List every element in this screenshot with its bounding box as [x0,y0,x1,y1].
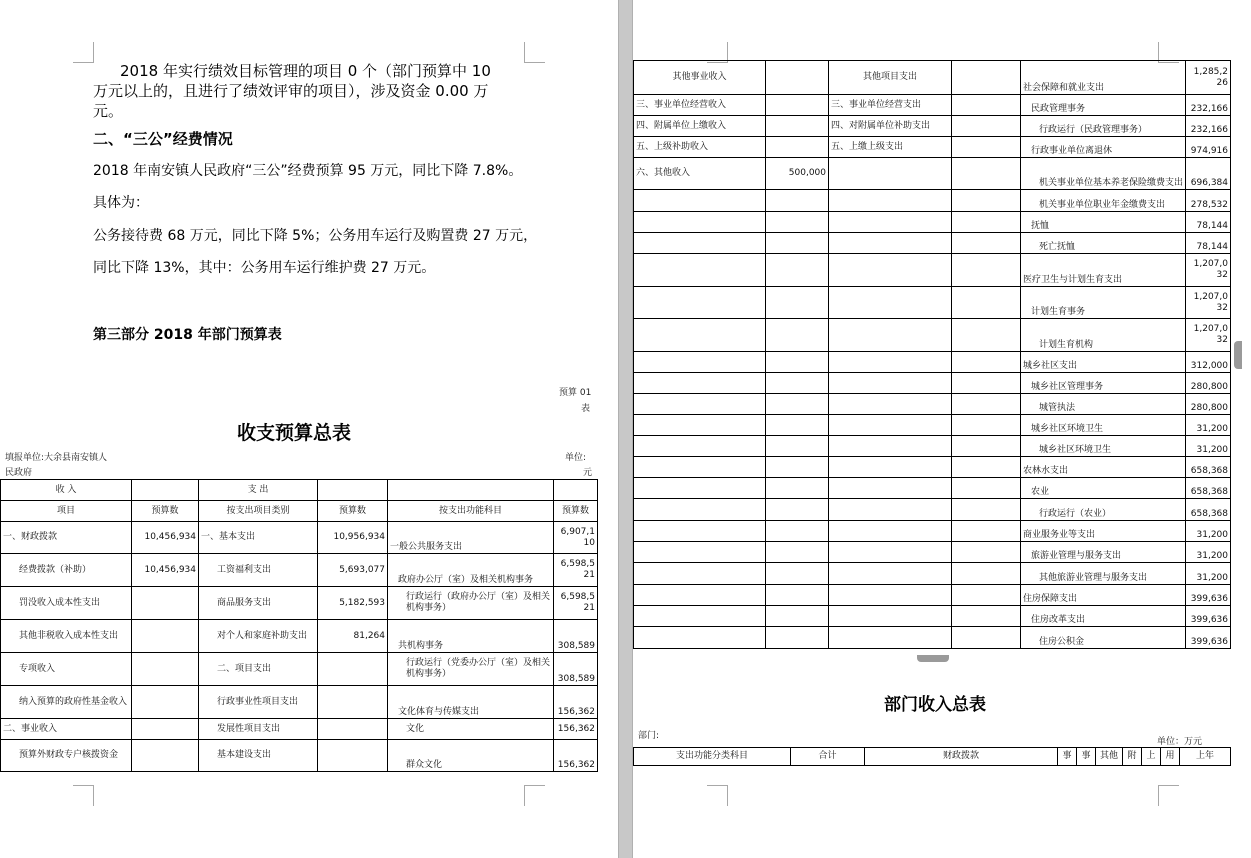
table-cell [634,319,766,352]
table-cell [766,457,829,478]
table-cell [634,457,766,478]
table-row [634,499,1231,521]
table-cell: 民政管理事务 [1021,95,1186,116]
table-cell [634,436,766,457]
table-cell [634,352,766,373]
table-cell [634,254,766,287]
table-cell [829,563,952,585]
table-cell [634,563,766,585]
table-row [634,373,1231,394]
table-cell: 500,000 [766,158,829,190]
table-cell [829,627,952,649]
table-row [634,563,1231,585]
table-row [634,95,1231,116]
table-row [634,585,1231,606]
table-cell: 其他项目支出 [829,61,952,95]
table-cell: 658,368 [1186,457,1231,478]
table-code: 表 [581,404,591,414]
table-cell: 1,207,0 32 [1186,287,1231,319]
table-cell [952,116,1021,137]
table-cell [952,137,1021,158]
page-corner-mark [73,42,94,63]
table-cell [829,521,952,542]
table-cell [829,212,952,233]
table-cell: 280,800 [1186,394,1231,415]
table-cell [634,373,766,394]
table-cell: 死亡抚恤 [1021,233,1186,254]
table-cell [766,137,829,158]
table-row: 专项收入 二、项目支出 行政运行（党委办公厅（室）及相关机构事务） 308,589 [1,653,598,686]
table-cell [829,457,952,478]
table-cell [952,457,1021,478]
table-cell: 农林水支出 [1021,457,1186,478]
table-cell [634,190,766,212]
body-paragraph: 同比下降 13%，其中：公务用车运行维护费 27 万元。 [93,260,436,276]
table-cell [634,394,766,415]
table-expand-handle[interactable] [1234,341,1242,369]
table-cell [829,190,952,212]
table-cell: 658,368 [1186,478,1231,499]
table-cell [952,394,1021,415]
income-summary-table [633,747,1231,766]
table-cell [952,319,1021,352]
table-row [634,233,1231,254]
table-row [634,212,1231,233]
table-cell [766,499,829,521]
column-header: 预算数 [554,501,598,522]
table-cell [829,158,952,190]
table-row [634,542,1231,563]
table-cell [952,478,1021,499]
table-cell: 机关事业单位基本养老保险缴费支出 [1021,158,1186,190]
table-cell: 78,144 [1186,212,1231,233]
body-paragraph: 公务接待费 68 万元，同比下降 5%；公务用车运行及购置费 27 万元， [93,228,538,244]
table-cell: 三、事业单位经营收入 [634,95,766,116]
body-paragraph: 具体为： [93,195,149,211]
table-cell: 312,000 [1186,352,1231,373]
table-cell [952,415,1021,436]
table-row: 二、事业收入 发展性项目支出 文化 156,362 [1,719,598,740]
table-code: 预算 01 [559,388,592,398]
table-row [634,352,1231,373]
table-cell [829,373,952,394]
table-cell [952,190,1021,212]
table-row [634,415,1231,436]
table-cell [634,521,766,542]
table-cell [634,499,766,521]
table-cell: 城乡社区环境卫生 [1021,436,1186,457]
table-cell: 658,368 [1186,499,1231,521]
table-row: 罚没收入成本性支出 商品服务支出 5,182,593 行政运行（政府办公厅（室）及相关机构事务） 6,598,5 21 [1,587,598,620]
table-cell [766,319,829,352]
table-cell: 278,532 [1186,190,1231,212]
table-cell: 280,800 [1186,373,1231,394]
table-cell: 计划生育事务 [1021,287,1186,319]
table-cell [952,627,1021,649]
table-cell [634,542,766,563]
table-cell [766,233,829,254]
body-paragraph: 2018 年南安镇人民政府“三公”经费预算 95 万元，同比下降 7.8%。 [93,163,523,179]
table-cell [952,287,1021,319]
table-cell [829,352,952,373]
table-cell: 社会保障和就业支出 [1021,61,1186,95]
table-cell [829,478,952,499]
table-cell [634,627,766,649]
table-cell [829,499,952,521]
table-cell: 机关事业单位职业年金缴费支出 [1021,190,1186,212]
budget-summary-table [0,479,598,772]
table-cell: 住房改革支出 [1021,606,1186,627]
table-row [634,606,1231,627]
table-cell: 农业 [1021,478,1186,499]
table-cell: 1,207,0 32 [1186,254,1231,287]
table-cell: 住房公积金 [1021,627,1186,649]
unit-label: 元 [583,468,593,478]
table-cell [952,585,1021,606]
table-row [634,254,1231,287]
table-cell [766,563,829,585]
table-row [634,190,1231,212]
table-cell [829,319,952,352]
table-cell: 399,636 [1186,606,1231,627]
table-cell: 四、附属单位上缴收入 [634,116,766,137]
table-cell: 31,200 [1186,542,1231,563]
page-corner-mark [73,785,94,806]
table-cell [634,606,766,627]
table-row [634,158,1231,190]
table-cell [829,436,952,457]
table-cell: 232,166 [1186,95,1231,116]
table-title: 收支预算总表 [237,422,352,444]
table-cell: 三、事业单位经营支出 [829,95,952,116]
table-cell [766,61,829,95]
column-header: 预算数 [318,501,388,522]
table-row [634,394,1231,415]
table-cell [766,606,829,627]
table-cell [766,116,829,137]
expense-header: 支 出 [199,480,318,501]
table-cell: 四、对附属单位补助支出 [829,116,952,137]
table-row [634,627,1231,649]
table-cell: 城乡社区支出 [1021,352,1186,373]
body-paragraph: 元。 [93,102,124,120]
table-cell: 1,285,2 26 [1186,61,1231,95]
column-header: 项目 [1,501,132,522]
table-row [634,61,1231,95]
income-table-title: 部门收入总表 [884,695,986,715]
table-cell [829,415,952,436]
table-cell: 78,144 [1186,233,1231,254]
page-gutter [618,0,633,858]
table-cell [829,233,952,254]
page-corner-mark [707,785,728,806]
column-header: 预算数 [132,501,199,522]
table-cell: 31,200 [1186,563,1231,585]
table-row [634,137,1231,158]
table-cell: 住房保障支出 [1021,585,1186,606]
table-cell: 六、其他收入 [634,158,766,190]
table-cell [766,287,829,319]
table-row [634,521,1231,542]
table-cell [952,158,1021,190]
table-cell: 974,916 [1186,137,1231,158]
table-cell: 五、上缴上级支出 [829,137,952,158]
income-header-row: 支出功能分类科目 合计 财政拨款 事 事 其他 附 上 用 上年 [634,748,1231,766]
table-cell [766,95,829,116]
body-paragraph: 2018 年实行绩效目标管理的项目 0 个（部门预算中 10 [120,62,491,80]
table-cell [634,212,766,233]
table-cell [952,352,1021,373]
table-cell: 商业服务业等支出 [1021,521,1186,542]
table-row: 一、财政拨款 10,456,934 一、基本支出 10,956,934 一般公共服务支出 6,907,1 10 [1,522,598,554]
table-cell: 31,200 [1186,436,1231,457]
dept-label: 部门: [638,731,660,741]
reporting-unit: 填报单位:大余县南安镇人 [5,453,108,463]
table-cell [634,287,766,319]
table-cell [952,212,1021,233]
table-cell [766,436,829,457]
table-cell [829,254,952,287]
page-corner-mark [524,785,545,806]
table-cell [952,542,1021,563]
table-cell [952,436,1021,457]
table-cell: 行政事业单位离退休 [1021,137,1186,158]
table-cell: 399,636 [1186,627,1231,649]
table-row [634,478,1231,499]
table-cell [952,373,1021,394]
table-cell: 城乡社区环境卫生 [1021,415,1186,436]
budget-summary-table-continued [633,60,1231,649]
table-cell [952,606,1021,627]
table-cell [634,478,766,499]
reporting-unit: 民政府 [5,468,33,478]
table-cell: 31,200 [1186,521,1231,542]
part-heading: 第三部分 2018 年部门预算表 [93,327,282,343]
table-cell [766,415,829,436]
page-corner-mark [524,42,545,63]
table-row: 其他非税收入成本性支出 对个人和家庭补助支出 81,264 共机构事务 308,589 [1,620,598,653]
table-row [634,319,1231,352]
table-cell [766,212,829,233]
table-cell: 696,384 [1186,158,1231,190]
table-cell: 城乡社区管理事务 [1021,373,1186,394]
table-cell [952,233,1021,254]
table-cell [766,352,829,373]
table-cell: 其他旅游业管理与服务支出 [1021,563,1186,585]
table-cell [634,233,766,254]
table-row [634,116,1231,137]
document-page-right [633,0,1251,858]
column-header: 按支出项目类别 [199,501,318,522]
table-resize-handle[interactable] [917,655,949,662]
table-cell: 城管执法 [1021,394,1186,415]
table-cell [634,415,766,436]
unit-label: 单位：万元 [1157,737,1203,747]
table-cell [952,521,1021,542]
body-paragraph: 万元以上的，且进行了绩效评审的项目），涉及资金 0.00 万 [93,82,489,100]
table-cell [952,499,1021,521]
table-cell: 计划生育机构 [1021,319,1186,352]
section-heading: 二、“三公”经费情况 [93,130,233,148]
table-cell: 行政运行（民政管理事务） [1021,116,1186,137]
table-cell: 其他事业收入 [634,61,766,95]
table-cell [952,563,1021,585]
page-corner-mark [1158,785,1179,806]
table-cell [766,394,829,415]
table-cell: 232,166 [1186,116,1231,137]
column-header: 按支出功能科目 [388,501,554,522]
table-cell [766,627,829,649]
document-page-left [0,0,618,858]
table-cell: 399,636 [1186,585,1231,606]
table-cell: 医疗卫生与计划生育支出 [1021,254,1186,287]
table-cell [952,61,1021,95]
table-cell [766,373,829,394]
table-cell [829,287,952,319]
income-header: 收 入 [1,480,132,501]
table-cell: 旅游业管理与服务支出 [1021,542,1186,563]
table-cell [952,254,1021,287]
table-cell [952,95,1021,116]
table-row: 经费拨款（补助） 10,456,934 工资福利支出 5,693,077 政府办公厅（室）及相关机构事务 6,598,5 21 [1,554,598,587]
table-cell [829,394,952,415]
table-cell: 1,207,0 32 [1186,319,1231,352]
table-cell [766,521,829,542]
table-cell [634,585,766,606]
table-row: 纳入预算的政府性基金收入 行政事业性项目支出 文化体育与传媒支出 156,362 [1,686,598,719]
table-row [634,457,1231,478]
table-cell [829,585,952,606]
table-cell [766,190,829,212]
table-cell [766,542,829,563]
table-cell [829,606,952,627]
table-row: 预算外财政专户核拨资金 基本建设支出 群众文化 156,362 [1,740,598,772]
table-cell: 行政运行（农业） [1021,499,1186,521]
table-cell [766,478,829,499]
table-cell: 抚恤 [1021,212,1186,233]
table-cell [829,542,952,563]
unit-label: 单位: [565,453,587,463]
table-cell: 五、上级补助收入 [634,137,766,158]
table-row [634,436,1231,457]
table-cell [766,585,829,606]
table-cell: 31,200 [1186,415,1231,436]
table-row [634,287,1231,319]
table-cell [766,254,829,287]
